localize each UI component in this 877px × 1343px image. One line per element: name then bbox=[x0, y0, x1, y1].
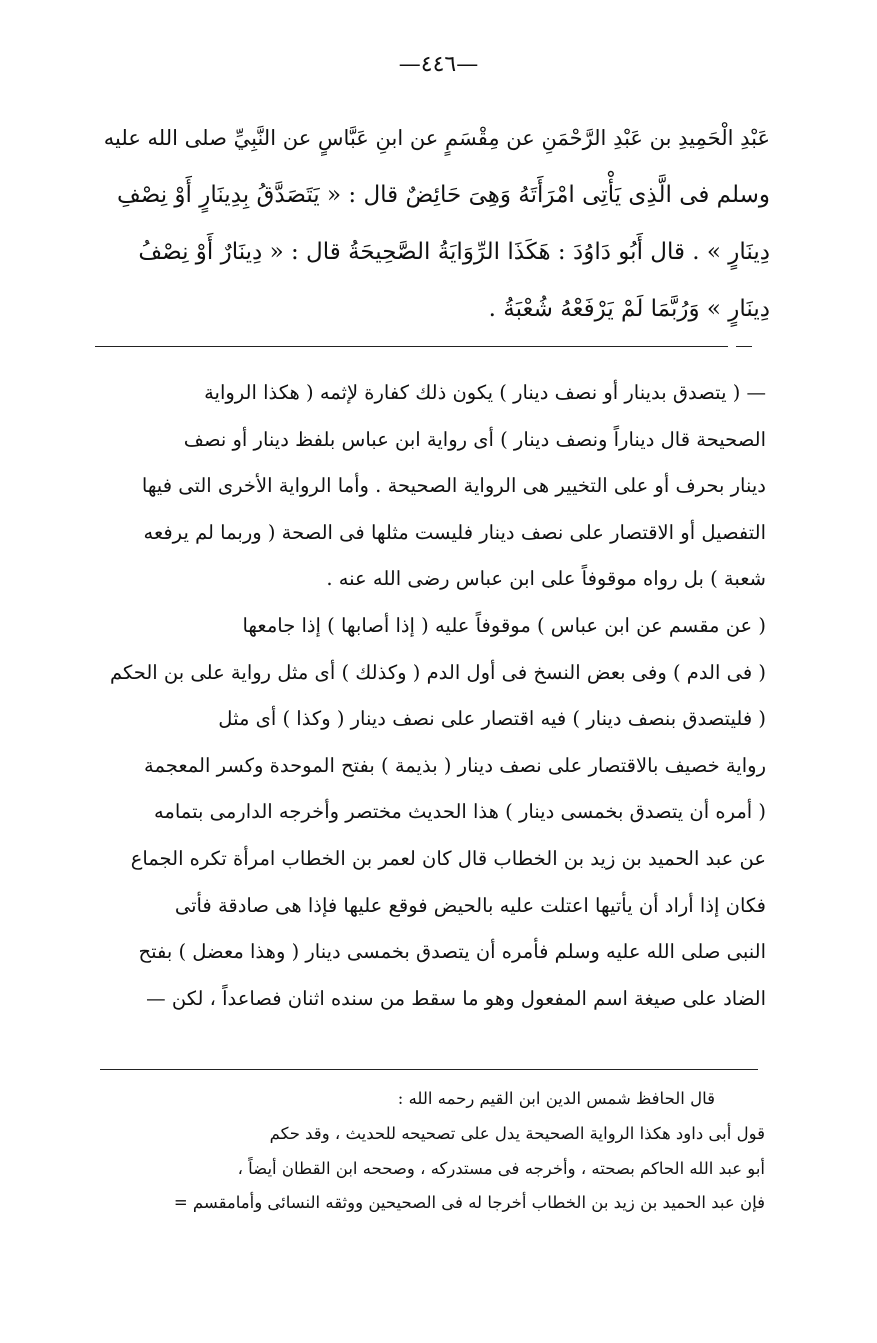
footnote-line: قول أبى داود هكذا الرواية الصحيحة يدل على تصحيحه للحديث ، وقد حكم bbox=[269, 1123, 765, 1143]
commentary-line: الضاد على صيغة اسم المفعول وهو ما سقط من سنده اثنان فصاعداً ، لكن — bbox=[146, 986, 766, 1010]
commentary-line: ( عن مقسم عن ابن عباس ) موقوفاً عليه ( إذا أصابها ) إذا جامعها bbox=[242, 613, 766, 637]
commentary-line: ( فى الدم ) وفى بعض النسخ فى أول الدم ( وكذلك ) أى مثل رواية على بن الحكم bbox=[110, 660, 766, 684]
commentary-line: شعبة ) بل رواه موقوفاً على ابن عباس رضى الله عنه . bbox=[326, 567, 766, 591]
commentary-line: النبى صلى الله عليه وسلم فأمره أن يتصدق بخمسى دينار ( وهذا معضل ) بفتح bbox=[138, 940, 766, 964]
commentary-line: — ( يتصدق بدينار أو نصف دينار ) يكون ذلك كفارة لإثمه ( هكذا الرواية bbox=[204, 381, 766, 404]
footnote-text bbox=[100, 1082, 765, 1221]
footnote-line: فإن عبد الحميد بن زيد بن الخطاب أخرجا له فى الصحيحين ووثقه النسائى وأمامقسم = bbox=[173, 1193, 765, 1213]
commentary-line: ( أمره أن يتصدق بخمسى دينار ) هذا الحديث مختصر وأخرجه الدارمى بتمامه bbox=[153, 800, 766, 824]
page-number: —٤٤٦— bbox=[398, 52, 479, 77]
commentary-line: رواية خصيف بالاقتصار على نصف دينار ( بذيمة ) بفتح الموحدة وكسر المعجمة bbox=[144, 753, 766, 777]
footnote-line: أبو عبد الله الحاكم بصحته ، وأخرجه فى مستدركه ، وصححه ابن القطان أيضاً ، bbox=[237, 1158, 765, 1178]
commentary-line: ( فليتصدق بنصف دينار ) فيه اقتصار على نصف دينار ( وكذا ) أى مثل bbox=[218, 707, 766, 731]
commentary-text bbox=[98, 370, 766, 1022]
commentary-line: دينار بحرف أو على التخيير هى الرواية الصحيحة . وأما الرواية الأخرى التى فيها bbox=[141, 474, 766, 498]
hadith-line: عَبْدِ الْحَمِيدِ بن عَبْدِ الرَّحْمَنِ عن مِقْسَمٍ عن ابنِ عَبَّاسٍ عن النَّبِيِّ صلى الله عليه bbox=[103, 126, 770, 150]
hadith-separator-dash bbox=[736, 346, 752, 347]
commentary-line: فكان إذا أراد أن يأتيها اعتلت عليه بالحيض فوقع عليها فإذا هى صادقة فأتى bbox=[174, 893, 766, 917]
hadith-separator bbox=[95, 346, 728, 347]
commentary-line: الصحيحة قال ديناراً ونصف دينار ) أى رواية ابن عباس بلفظ دينار أو نصف bbox=[183, 427, 766, 451]
hadith-line: دِينَارٍ » . قال أَبُو دَاوُدَ : هَكَذَا الرِّوَايَةُ الصَّحِيحَةُ قال : « دِينَارٌ أَوْ نِصْفُ bbox=[138, 239, 770, 265]
footnote-heading: قال الحافظ شمس الدين ابن القيم رحمه الله : bbox=[397, 1089, 715, 1108]
hadith-line: دِينَارٍ » وَرُبَّمَا لَمْ يَرْفَعْهُ شُعْبَةُ . bbox=[488, 296, 770, 322]
footnote-separator bbox=[100, 1069, 758, 1070]
commentary-line: التفصيل أو الاقتصار على نصف دينار فليست مثلها فى الصحة ( وربما لم يرفعه bbox=[143, 520, 766, 544]
commentary-line: عن عبد الحميد بن زيد بن الخطاب قال كان لعمر بن الخطاب امرأة تكره الجماع bbox=[130, 846, 766, 870]
hadith-line: وسلم فى الَّذِى يَأْتِى امْرَأَتَهُ وَهِىَ حَائِضٌ قال : « يَتَصَدَّقُ بِدِينَارٍ أَوْ نِصْفِ bbox=[116, 182, 770, 208]
hadith-text bbox=[95, 110, 770, 338]
